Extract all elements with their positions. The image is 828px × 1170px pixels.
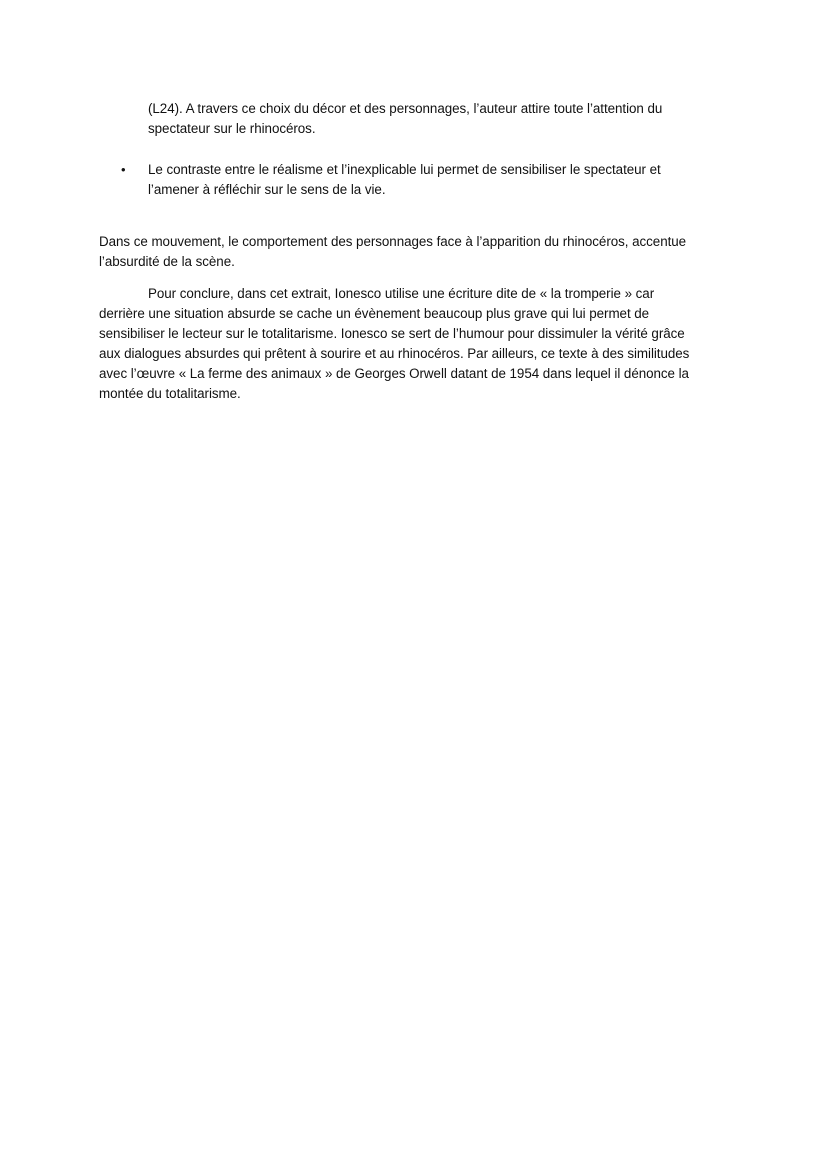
conclusion-paragraph (99, 284, 739, 404)
text-line: l’absurdité de la scène. (99, 254, 235, 269)
text-line: spectateur sur le rhinocéros. (148, 121, 316, 136)
text-line: (L24). A travers ce choix du décor et des personnages, l’auteur attire toute l’attention du (148, 101, 663, 116)
movement-paragraph (99, 232, 739, 272)
text-line: sensibiliser le lecteur sur le totalitarisme. Ionesco se sert de l’humour pour dissimuler la vérité grâce (99, 326, 685, 341)
bullet-list-item (121, 160, 748, 200)
text-line: derrière une situation absurde se cache un évènement beaucoup plus grave qui lui permet de (99, 306, 650, 321)
text-line: aux dialogues absurdes qui prêtent à sourire et au rhinocéros. Par ailleurs, ce texte à des similitudes (99, 346, 690, 361)
text-line: Dans ce mouvement, le comportement des personnages face à l’apparition du rhinocéros, accentue (99, 234, 687, 249)
text-line: l’amener à réfléchir sur le sens de la vie. (148, 182, 386, 197)
continuation-paragraph (148, 99, 748, 139)
text-line: Le contraste entre le réalisme et l’inexplicable lui permet de sensibiliser le spectateur et (148, 162, 661, 177)
text-line: avec l’œuvre « La ferme des animaux » de Georges Orwell datant de 1954 dans lequel il dénonce la (99, 366, 689, 381)
text-line: montée du totalitarisme. (99, 386, 241, 401)
text-line: Pour conclure, dans cet extrait, Ionesco utilise une écriture dite de « la tromperie » car (148, 286, 655, 301)
bullet-icon: • (121, 162, 126, 177)
